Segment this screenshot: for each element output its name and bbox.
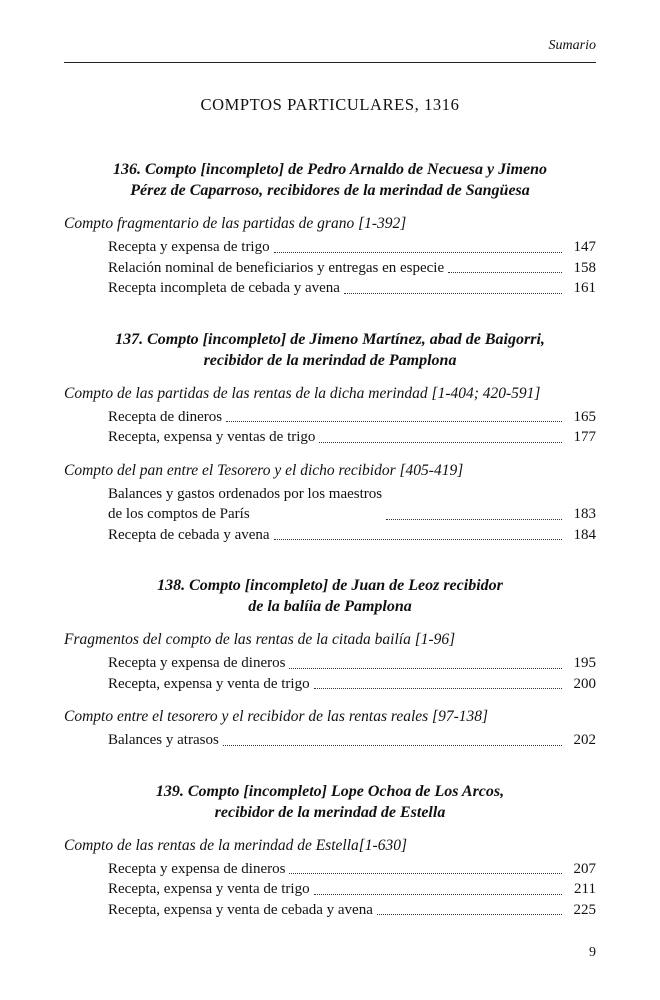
entry-page-number: 200: [573, 675, 596, 692]
toc-entry[interactable]: [64, 407, 596, 428]
entry-label: Recepta y expensa de dineros: [108, 655, 286, 671]
entry-page-number: 225: [573, 901, 596, 918]
dot-leader: [319, 442, 562, 443]
toc-entry[interactable]: [64, 653, 596, 674]
dot-leader: [344, 293, 562, 294]
section-title-line: Pérez de Caparroso, recibidores de la merindad de Sangüesa: [130, 182, 530, 199]
dot-leader: [223, 745, 562, 746]
toc-entry[interactable]: [64, 484, 596, 525]
header-rule: [64, 62, 596, 63]
toc-entry[interactable]: [64, 879, 596, 900]
subsection-heading: Compto entre el tesorero y el recibidor de las rentas reales [97-138]: [64, 708, 489, 725]
subsection-heading: Compto del pan entre el Tesorero y el dicho recibidor [405-419]: [64, 461, 464, 479]
page-title: COMPTOS PARTICULARES, 1316: [200, 95, 460, 114]
section-title-line: de la balíia de Pamplona: [248, 598, 412, 615]
entry-label: Recepta, expensa y ventas de trigo: [108, 429, 316, 445]
dot-leader: [274, 252, 562, 253]
dot-leader: [448, 272, 562, 273]
page-number: 9: [589, 945, 596, 960]
entry-page-number: 202: [573, 732, 596, 748]
entry-label: Recepta y expensa de trigo: [108, 239, 270, 255]
entry-page-number: 195: [573, 655, 596, 671]
dot-leader: [289, 873, 562, 874]
toc-entry[interactable]: [64, 525, 596, 546]
toc-entry[interactable]: [64, 859, 596, 880]
section-title-line: recibidor de la merindad de Pamplona: [203, 351, 457, 369]
toc-entry[interactable]: [64, 427, 596, 448]
entry-page-number: 177: [573, 429, 596, 445]
entry-label: Relación nominal de beneficiarios y entregas en especie: [108, 259, 445, 276]
toc-section: [64, 575, 596, 751]
section-title: [64, 575, 596, 617]
dot-leader: [314, 894, 562, 895]
toc-entry[interactable]: [64, 674, 596, 695]
dot-leader: [274, 539, 562, 540]
section-title-line: 137. Compto [incompleto] de Jimeno Martínez, abad de Baigorri,: [115, 330, 545, 348]
subsection-heading: Compto de las rentas de la merindad de Estella[1-630]: [64, 836, 407, 854]
dot-leader: [314, 688, 562, 689]
sections-container: [64, 159, 596, 920]
section-title-line: 138. Compto [incompleto] de Juan de Leoz recibidor: [157, 577, 503, 594]
entry-label: Recepta de cebada y avena: [108, 526, 270, 543]
toc-subsection: [64, 383, 596, 448]
entry-page-number: 184: [573, 526, 596, 543]
toc-entry[interactable]: [64, 237, 596, 258]
toc-subsection: [64, 835, 596, 921]
entry-label: Recepta, expensa y venta de trigo: [108, 675, 310, 692]
entry-page-number: 158: [573, 259, 596, 276]
entry-label: Balances y atrasos: [108, 732, 219, 748]
entry-page-number: 147: [573, 239, 596, 255]
entry-page-number: 165: [573, 408, 596, 425]
entry-label: Recepta, expensa y venta de trigo: [108, 881, 310, 897]
toc-entry[interactable]: [64, 258, 596, 279]
section-title: [64, 159, 596, 201]
toc-section: [64, 159, 596, 299]
section-title: [64, 781, 596, 823]
subsection-heading: Compto de las partidas de las rentas de la dicha merindad [1-404; 420-591]: [64, 384, 541, 402]
toc-subsection: [64, 629, 596, 694]
dot-leader: [289, 668, 562, 669]
toc-entry[interactable]: [64, 900, 596, 921]
subsection-heading: Fragmentos del compto de las rentas de la citada bailía [1-96]: [64, 631, 456, 648]
entry-page-number: 207: [573, 860, 596, 877]
entry-label: Balances y gastos ordenados por los maestros de los comptos de París: [108, 485, 383, 522]
running-head: Sumario: [548, 38, 596, 53]
table-of-contents: [64, 95, 596, 950]
toc-section: [64, 781, 596, 921]
entry-page-number: 183: [573, 506, 596, 522]
dot-leader: [377, 914, 562, 915]
section-title-line: 139. Compto [incompleto] Lope Ochoa de Los Arcos,: [155, 782, 505, 800]
dot-leader: [226, 421, 562, 422]
entry-label: Recepta incompleta de cebada y avena: [108, 280, 340, 296]
section-title-line: 136. Compto [incompleto] de Pedro Arnaldo de Necuesa y Jimeno: [112, 161, 548, 178]
entry-label: Recepta y expensa de dineros: [108, 860, 286, 877]
toc-entry[interactable]: [64, 730, 596, 751]
subsection-heading: Compto fragmentario de las partidas de grano [1-392]: [64, 215, 407, 232]
entry-page-number: 161: [573, 280, 596, 296]
toc-subsection: [64, 706, 596, 751]
entry-label: Recepta de dineros: [108, 408, 223, 425]
section-title-line: recibidor de la merindad de Estella: [214, 803, 446, 821]
toc-subsection: [64, 213, 596, 299]
entry-label: Recepta, expensa y venta de cebada y avena: [108, 901, 373, 918]
dot-leader: [386, 519, 562, 520]
section-title: [64, 329, 596, 371]
entry-page-number: 211: [574, 881, 596, 897]
toc-section: [64, 329, 596, 546]
toc-subsection: [64, 460, 596, 546]
toc-entry[interactable]: [64, 278, 596, 299]
